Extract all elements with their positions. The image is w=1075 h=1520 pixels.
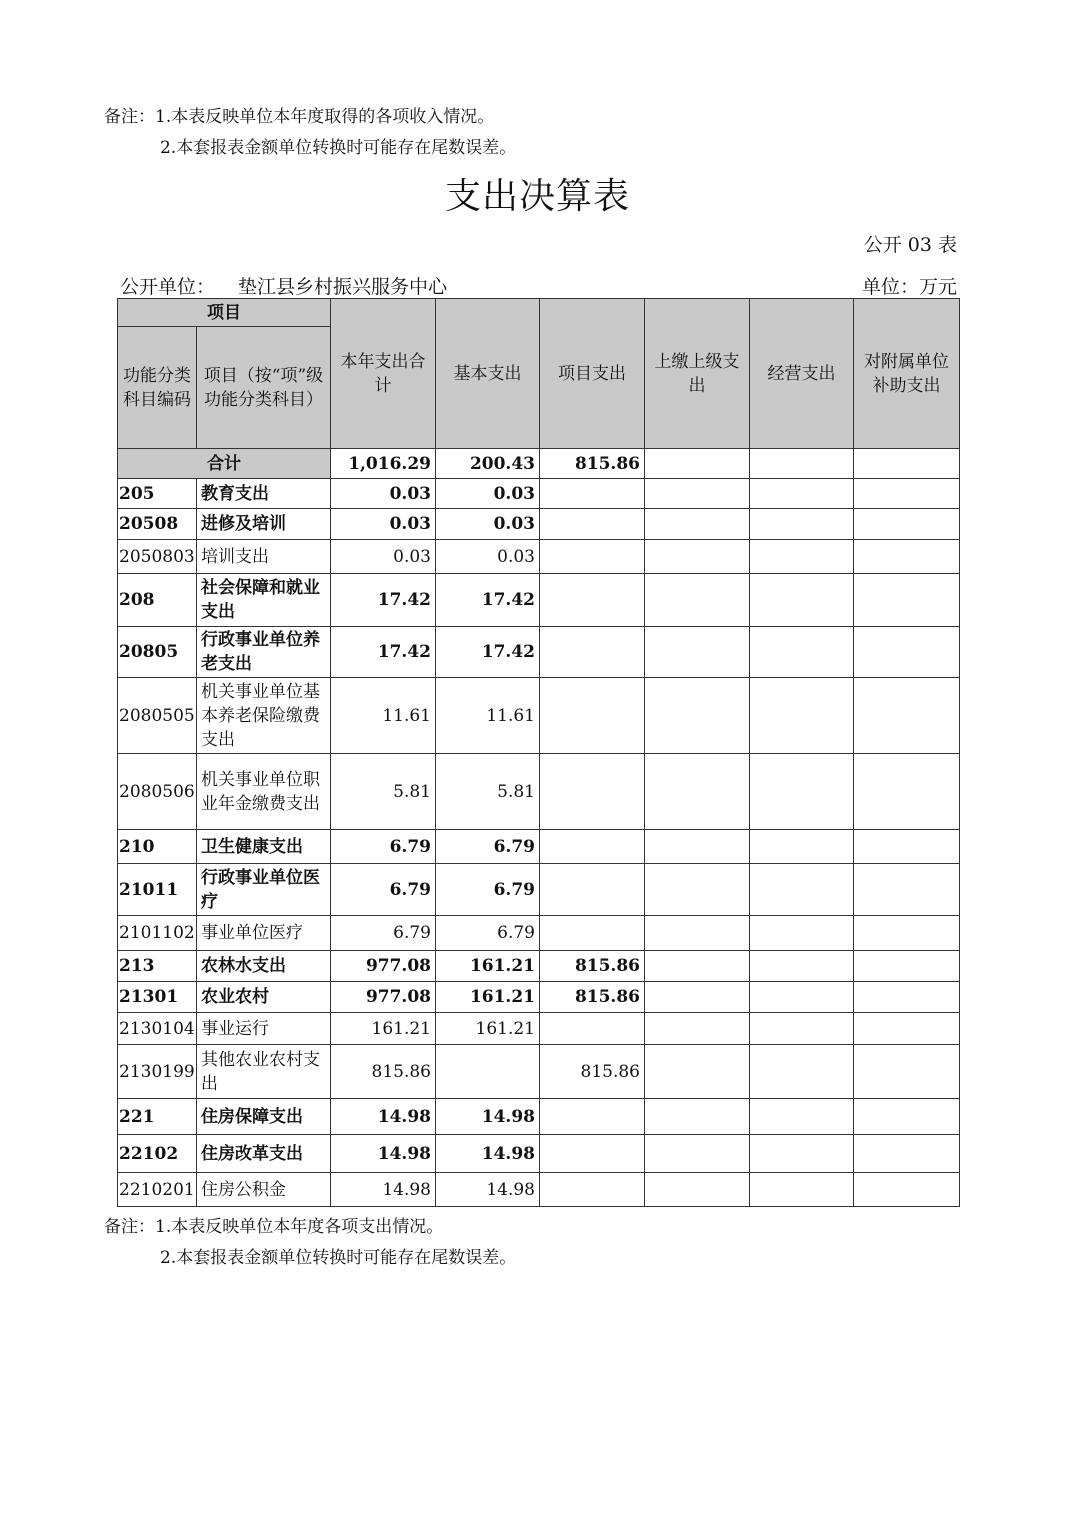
bottom-note-2: 2.本套报表金额单位转换时可能存在尾数误差。 — [160, 1248, 517, 1268]
basic-cell: 17.42 — [436, 574, 540, 627]
code-cell: 21011 — [118, 864, 197, 916]
table-row — [118, 479, 960, 509]
item-name-cell: 机关事业单位职业年金缴费支出 — [197, 754, 331, 830]
basic-cell: 17.42 — [436, 627, 540, 678]
table-row — [118, 509, 960, 540]
basic-cell: 14.98 — [436, 1135, 540, 1173]
subsidy-cell — [854, 449, 960, 479]
subsidy-cell — [854, 1099, 960, 1135]
table-row — [118, 830, 960, 864]
code-cell: 2210201 — [118, 1173, 197, 1207]
subsidy-cell — [854, 1013, 960, 1045]
subsidy-cell — [854, 830, 960, 864]
expenditure-table — [117, 298, 960, 1207]
item-name-cell: 住房改革支出 — [197, 1135, 331, 1173]
project-cell — [540, 574, 645, 627]
header-total: 本年支出合计 — [331, 299, 436, 449]
code-cell: 20805 — [118, 627, 197, 678]
project-cell — [540, 1013, 645, 1045]
subsidy-cell — [854, 509, 960, 540]
upper-cell — [645, 1013, 750, 1045]
upper-cell — [645, 1099, 750, 1135]
header-business: 经营支出 — [750, 299, 854, 449]
total-cell: 6.79 — [331, 830, 436, 864]
code-cell: 208 — [118, 574, 197, 627]
item-name-cell: 农林水支出 — [197, 951, 331, 982]
table-row — [118, 1013, 960, 1045]
currency-unit: 单位：万元 — [861, 276, 957, 298]
business-cell — [750, 754, 854, 830]
item-name-cell: 其他农业农村支出 — [197, 1045, 331, 1099]
project-cell — [540, 678, 645, 754]
subsidy-cell — [854, 1173, 960, 1207]
code-cell: 2130199 — [118, 1045, 197, 1099]
business-cell — [750, 916, 854, 951]
project-cell — [540, 864, 645, 916]
business-cell — [750, 830, 854, 864]
table-row — [118, 864, 960, 916]
header-project: 项目支出 — [540, 299, 645, 449]
total-cell: 14.98 — [331, 1099, 436, 1135]
project-cell — [540, 509, 645, 540]
project-cell: 815.86 — [540, 951, 645, 982]
total-cell: 14.98 — [331, 1135, 436, 1173]
basic-cell: 0.03 — [436, 509, 540, 540]
table-row — [118, 951, 960, 982]
business-cell — [750, 509, 854, 540]
total-cell: 17.42 — [331, 574, 436, 627]
header-upper: 上缴上级支出 — [645, 299, 750, 449]
upper-cell — [645, 1045, 750, 1099]
basic-cell: 0.03 — [436, 479, 540, 509]
code-cell: 205 — [118, 479, 197, 509]
upper-cell — [645, 1135, 750, 1173]
subsidy-cell — [854, 627, 960, 678]
project-cell — [540, 916, 645, 951]
total-cell: 977.08 — [331, 982, 436, 1013]
total-cell: 0.03 — [331, 479, 436, 509]
table-row — [118, 678, 960, 754]
item-name-cell: 卫生健康支出 — [197, 830, 331, 864]
total-cell: 815.86 — [331, 1045, 436, 1099]
business-cell — [750, 540, 854, 574]
project-cell — [540, 540, 645, 574]
item-name-cell: 机关事业单位基本养老保险缴费支出 — [197, 678, 331, 754]
basic-cell: 161.21 — [436, 982, 540, 1013]
project-cell — [540, 1099, 645, 1135]
code-cell: 2130104 — [118, 1013, 197, 1045]
header-subsidy: 对附属单位补助支出 — [854, 299, 960, 449]
business-cell — [750, 1135, 854, 1173]
upper-cell — [645, 627, 750, 678]
business-cell — [750, 1099, 854, 1135]
item-name-cell: 农业农村 — [197, 982, 331, 1013]
subsidy-cell — [854, 754, 960, 830]
table-row — [118, 574, 960, 627]
item-name-cell: 社会保障和就业支出 — [197, 574, 331, 627]
code-cell: 21301 — [118, 982, 197, 1013]
project-cell: 815.86 — [540, 449, 645, 479]
code-cell: 2050803 — [118, 540, 197, 574]
header-basic: 基本支出 — [436, 299, 540, 449]
business-cell — [750, 574, 854, 627]
total-cell: 5.81 — [331, 754, 436, 830]
business-cell — [750, 627, 854, 678]
total-cell: 0.03 — [331, 509, 436, 540]
project-cell — [540, 830, 645, 864]
code-cell: 210 — [118, 830, 197, 864]
table-row — [118, 1135, 960, 1173]
item-name-cell: 培训支出 — [197, 540, 331, 574]
code-cell: 22102 — [118, 1135, 197, 1173]
top-note-1: 备注：1.本表反映单位本年度取得的各项收入情况。 — [104, 107, 495, 127]
subsidy-cell — [854, 678, 960, 754]
top-note-2: 2.本套报表金额单位转换时可能存在尾数误差。 — [160, 138, 517, 158]
total-cell: 6.79 — [331, 864, 436, 916]
basic-cell: 6.79 — [436, 864, 540, 916]
basic-cell: 200.43 — [436, 449, 540, 479]
basic-cell: 11.61 — [436, 678, 540, 754]
project-cell — [540, 1173, 645, 1207]
basic-cell: 14.98 — [436, 1099, 540, 1135]
basic-cell: 161.21 — [436, 951, 540, 982]
code-cell: 2080505 — [118, 678, 197, 754]
item-name-cell: 住房保障支出 — [197, 1099, 331, 1135]
subsidy-cell — [854, 951, 960, 982]
basic-cell: 14.98 — [436, 1173, 540, 1207]
project-cell — [540, 627, 645, 678]
total-cell: 6.79 — [331, 916, 436, 951]
table-row — [118, 916, 960, 951]
table-row — [118, 1099, 960, 1135]
upper-cell — [645, 830, 750, 864]
upper-cell — [645, 864, 750, 916]
upper-cell — [645, 574, 750, 627]
bottom-note-1: 备注：1.本表反映单位本年度各项支出情况。 — [104, 1217, 444, 1237]
item-name-cell: 行政事业单位养老支出 — [197, 627, 331, 678]
total-label: 合计 — [118, 449, 331, 479]
upper-cell — [645, 916, 750, 951]
basic-cell — [436, 1045, 540, 1099]
business-cell — [750, 864, 854, 916]
business-cell — [750, 678, 854, 754]
table-row — [118, 1045, 960, 1099]
upper-cell — [645, 678, 750, 754]
business-cell — [750, 1173, 854, 1207]
upper-cell — [645, 1173, 750, 1207]
business-cell — [750, 982, 854, 1013]
header-group: 项目 — [118, 299, 331, 327]
table-row — [118, 627, 960, 678]
unit-label: 公开单位： — [120, 276, 216, 298]
business-cell — [750, 479, 854, 509]
item-name-cell: 教育支出 — [197, 479, 331, 509]
business-cell — [750, 1013, 854, 1045]
project-cell — [540, 1135, 645, 1173]
project-cell: 815.86 — [540, 1045, 645, 1099]
code-cell: 221 — [118, 1099, 197, 1135]
upper-cell — [645, 754, 750, 830]
project-cell: 815.86 — [540, 982, 645, 1013]
upper-cell — [645, 982, 750, 1013]
code-cell: 213 — [118, 951, 197, 982]
unit-name: 垫江县乡村振兴服务中心 — [238, 276, 448, 298]
item-name-cell: 行政事业单位医疗 — [197, 864, 331, 916]
code-cell: 2101102 — [118, 916, 197, 951]
table-row — [118, 540, 960, 574]
subsidy-cell — [854, 916, 960, 951]
upper-cell — [645, 509, 750, 540]
table-number: 公开 03 表 — [863, 234, 957, 256]
project-cell — [540, 479, 645, 509]
upper-cell — [645, 449, 750, 479]
code-cell: 2080506 — [118, 754, 197, 830]
total-cell: 11.61 — [331, 678, 436, 754]
item-name-cell: 住房公积金 — [197, 1173, 331, 1207]
basic-cell: 6.79 — [436, 916, 540, 951]
total-cell: 17.42 — [331, 627, 436, 678]
upper-cell — [645, 951, 750, 982]
subsidy-cell — [854, 982, 960, 1013]
total-cell: 0.03 — [331, 540, 436, 574]
table-row — [118, 754, 960, 830]
item-name-cell: 事业单位医疗 — [197, 916, 331, 951]
upper-cell — [645, 540, 750, 574]
business-cell — [750, 1045, 854, 1099]
subsidy-cell — [854, 1135, 960, 1173]
basic-cell: 161.21 — [436, 1013, 540, 1045]
header-code: 功能分类科目编码 — [118, 327, 197, 449]
table-row — [118, 982, 960, 1013]
project-cell — [540, 754, 645, 830]
upper-cell — [645, 479, 750, 509]
total-cell: 1,016.29 — [331, 449, 436, 479]
subsidy-cell — [854, 540, 960, 574]
header-item: 项目（按“项”级功能分类科目） — [197, 327, 331, 449]
subsidy-cell — [854, 864, 960, 916]
basic-cell: 6.79 — [436, 830, 540, 864]
basic-cell: 0.03 — [436, 540, 540, 574]
subsidy-cell — [854, 1045, 960, 1099]
total-cell: 161.21 — [331, 1013, 436, 1045]
item-name-cell: 进修及培训 — [197, 509, 331, 540]
subsidy-cell — [854, 479, 960, 509]
page-title: 支出决算表 — [444, 176, 630, 217]
total-cell: 14.98 — [331, 1173, 436, 1207]
basic-cell: 5.81 — [436, 754, 540, 830]
business-cell — [750, 449, 854, 479]
total-cell: 977.08 — [331, 951, 436, 982]
item-name-cell: 事业运行 — [197, 1013, 331, 1045]
total-row — [118, 449, 960, 479]
business-cell — [750, 951, 854, 982]
table-row — [118, 1173, 960, 1207]
code-cell: 20508 — [118, 509, 197, 540]
subsidy-cell — [854, 574, 960, 627]
